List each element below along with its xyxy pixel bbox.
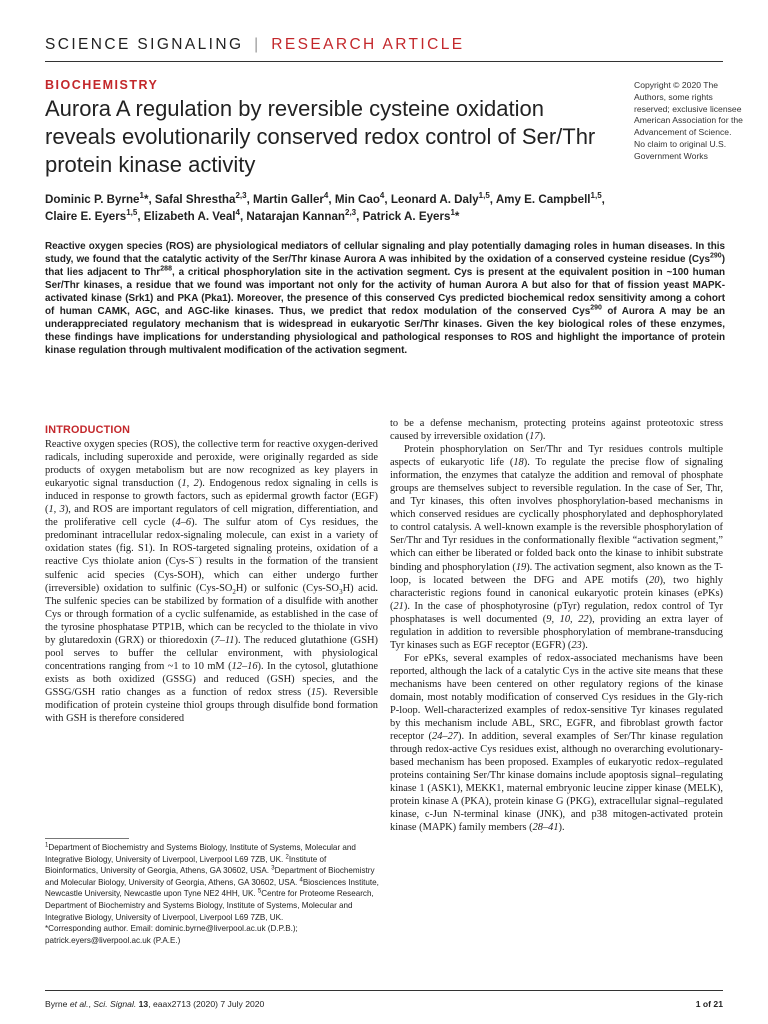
footer-sep: , (88, 999, 94, 1009)
body-text: Protein phosphorylation on Ser/Thr and Tyr residues controls multiple aspects of eukaryotic life ( (390, 444, 723, 469)
author (45, 210, 144, 223)
abstract-text: ) that lies adjacent to Thr (45, 254, 725, 279)
corresponding-author: *Corresponding author. Email: dominic.byrne@liverpool.ac.uk (D.P.B.); patrick.eyers@liverpool.ac.uk (P.A.E.) (45, 924, 298, 945)
citation: 7–11 (214, 634, 235, 646)
affiliation-text: Department of Biochemistry and Systems Biology, Institute of Systems, Molecular and Integrative Biology, University of Liverpool, Liverpool L69 7ZB, UK. (45, 843, 356, 864)
citation: 20 (649, 574, 660, 586)
author-separator: , (489, 193, 496, 206)
citation: 1, 2 (181, 478, 199, 490)
body-text: ). The sulfur atom of Cys residues, the predominant intracellular redox-signaling molecule, can exist in a variety of oxidation states (fig. S1). In ROS-targeted signaling proteins, oxidation of a reactive Cys thiolate anion (Cys-S (45, 517, 379, 568)
author (391, 193, 496, 206)
affiliation-number: 5 (257, 888, 262, 895)
author-separator: , (328, 193, 335, 206)
introduction-heading: INTRODUCTION (45, 424, 131, 436)
author-separator: , (148, 193, 155, 206)
header-separator: | (254, 36, 261, 53)
body-text: ). (558, 822, 565, 834)
author-separator: , (384, 193, 391, 206)
footer-citation (45, 999, 264, 1009)
affiliation-text: Centre for Proteome Research, Department of Biochemistry and Systems Biology, Institute of Systems, Molecular and Integrative Biology, University of Liverpool, Liverpool L69 7ZB, UK. (45, 889, 374, 922)
right-column (390, 417, 723, 835)
author-name: Dominic P. Byrne (45, 193, 140, 206)
author (246, 210, 362, 223)
page-number: 1 of 21 (695, 999, 723, 1009)
abstract-sup: 288 (160, 265, 172, 273)
author-separator: , (137, 210, 144, 223)
footer-date: , eaax2713 (2020) 7 July 2020 (148, 999, 265, 1009)
author-list (45, 191, 605, 225)
affiliation-text: Biosciences Institute, Newcastle University, Newcastle upon Tyne NE2 4HH, UK. (45, 877, 379, 899)
author (144, 210, 247, 223)
article-type: RESEARCH ARTICLE (271, 36, 465, 53)
citation: 15 (310, 686, 322, 698)
body-text: ) results in the formation of the transient sulfenic acid species (Cys-SOH), which can either undergo further (irreversible) oxidation to sulfinic (Cys-SO (45, 556, 378, 594)
body-text: ). The activation segment, also known as the T-loop, is located between the DFG and APE motifs ( (390, 561, 723, 586)
body-paragraph (390, 417, 723, 443)
citation: 19 (515, 561, 527, 573)
body-text: ). In the case of phosphotyrosine (pTyr) regulation, redox control of Tyr phosphatases is well documented ( (390, 600, 723, 625)
author-affiliation-number: 1,5 (590, 191, 602, 201)
section-label: BIOCHEMISTRY (45, 78, 159, 92)
author-name: Min Cao (334, 193, 380, 206)
author-affiliation-number: 2,3 (345, 208, 357, 218)
author-name: Natarajan Kannan (246, 210, 345, 223)
citation: 9, 10, 22 (546, 613, 589, 625)
body-text: ). In addition, several examples of Ser/Thr kinase regulation through redox-active Cys residues exist, although no overarching evolutionary-based mechanism has been proposed. Examples of eukaryotic redox–regulated proteins containing Ser/Thr kinase domains include apoptosis signal–regulating kinase 1 (ASK1), MEKK1, maternal embryonic leucine zipper kinase (MELK), protein kinase A (PKA), protein kinase G (PKG), extracellular signal–regulated kinase, c-Jun N-terminal kinase (JNK), and p38 mitogen-activated protein kinase (MAPK) family members ( (390, 731, 724, 834)
author-name: Martin Galler (253, 193, 324, 206)
citation: 1, 3 (48, 504, 65, 516)
author-affiliation-number: 1,5 (478, 191, 490, 201)
body-text: H) acid. The sulfenic species can be stabilized by formation of a disulfide with another Cys or through formation of a cyclic sulfenamide, as established in the case of the tyrosine phosphatase PTP1B, which can be recycled to the thiolate in vivo by glutaredoxin (GRX) or thioredoxin ( (45, 582, 378, 646)
body-paragraph (390, 443, 723, 652)
abstract-sup: 290 (590, 304, 602, 312)
author-name: Amy E. Campbell (495, 193, 591, 206)
abstract (45, 240, 725, 357)
body-text: Reactive oxygen species (ROS), the collective term for reactive oxygen-derived radicals, including superoxide and peroxide, were originally regarded as side products of oxygen metabolism but are now recognized as key players in eukaryotic signal transduction ( (45, 439, 378, 490)
superscript: − (194, 554, 199, 562)
abstract-text: Reactive oxygen species (ROS) are physiological mediators of cellular signaling and play potentially damaging roles in human diseases. In this study, we found that the catalytic activity of the Ser/Thr kinase Aurora A was inhibited by the oxidation of a conserved cysteine residue (Cys (45, 241, 725, 266)
footer-journal: Sci. Signal. (93, 999, 137, 1009)
body-text: ), and ROS are important regulators of cell migration, differentiation, and the proliferative cell cycle ( (45, 504, 378, 529)
subscript: 2 (232, 587, 236, 596)
abstract-sup: 290 (710, 252, 722, 260)
body-text: H) or sulfonic (Cys-SO (235, 582, 340, 594)
author-affiliation-number: 2,3 (235, 191, 247, 201)
author-separator: , (601, 193, 605, 206)
author-name: Patrick A. Eyers (362, 210, 451, 223)
affiliations (45, 842, 380, 946)
body-text: ), providing an extra layer of regulation in addition to reversible phosphorylation of membrane-transducing Tyr kinases such as EGF receptor (EGFR) ( (390, 613, 723, 651)
citation: 12–16 (231, 660, 258, 672)
footnote-rule (45, 838, 129, 839)
author-affiliation-number: 1,5 (126, 208, 138, 218)
citation: 21 (393, 600, 404, 612)
abstract-text: of Aurora A may be an underappreciated regulatory mechanism that is widespread in eukaryotic Ser/Thr kinases. Given the key biological roles of these enzymes, these findings have implications for understanding physiological and pathological responses to ROS and highlight the importance of protein kinase regulation through multivalent modification of the activation segment. (45, 306, 725, 357)
body-text: ). (539, 431, 546, 443)
affiliation-text: Department of Biochemistry and Molecular Biology, University of Georgia, Athens, GA 30602, USA. (45, 866, 375, 887)
footer-authors: Byrne (45, 999, 70, 1009)
footer-etal: et al. (69, 999, 89, 1009)
author (155, 193, 253, 206)
header-rule (45, 61, 723, 62)
author-name: Leonard A. Daly (390, 193, 479, 206)
body-text: ). Endogenous redox signaling in cells is induced in response to growth factors, such as epidermal growth factor (EGF) ( (45, 478, 379, 516)
affiliation-text: Institute of Bioinformatics, University of Georgia, Athens, GA 30602, USA. (45, 854, 327, 876)
subscript: 3 (339, 587, 343, 596)
affiliation-number: 4 (299, 877, 303, 884)
intro-paragraph (45, 438, 378, 725)
body-text: ). To regulate the precise flow of signaling information, the enzymes that catalyze the addition and removal of phosphate groups are themselves subject to reversible regulation. In the case of Ser, Thr, and Tyr kinases, this often involves phosphorylation-based mechanisms in which conserved residues are cyclically phosphorylated and dephosphorylated to control catalysis. A well-known example is the reversible phosphorylation of Ser/Thr and Tyr residues in the conformationally flexible “activation segment,” which can either be liberated or folded back onto the kinase to inhibit substrate binding and phosphorylation ( (390, 457, 723, 573)
author-affiliation-number: 4 (323, 191, 329, 201)
author-name: Elizabeth A. Veal (143, 210, 236, 223)
body-paragraph (390, 652, 723, 835)
journal-header (45, 36, 745, 54)
affiliation-number: 1 (45, 842, 49, 849)
body-text: For ePKs, several examples of redox-associated mechanisms have been reported, although the lack of a catalytic Cys in the active site means that these mechanisms have been centered on other regulatory regions of the kinase domain, most notably modification of conserved Cys residues in the Gly-rich P-loop. Well-characterized examples of redox-sensitive Tyr kinases regulated by this mechanism include ABL, SRC, EGFR, and fibroblast growth factor receptor ( (390, 652, 723, 743)
article-title: Aurora A regulation by reversible cysteine oxidation reveals evolutionarily conserved redox control of Ser/Thr protein kinase activity (45, 96, 596, 177)
abstract-text: , a critical phosphorylation site in the activation segment. Cys is present at the equivalent position in ~100 human Ser/Thr kinases, a residue that we found was important not only for the activity of human Aurora A but also for that of fission yeast MAPK-activated kinase (Srk1) and PKA (Pka1). Moreover, the presence of this conserved Cys predicted biochemical redox sensitivity among a cohort of human CAMK, AGC, and AGC-like kinases. Thus, we predict that redox modulation of the conserved Cys (45, 267, 725, 318)
copyright-notice: Copyright © 2020 The Authors, some rights reserved; exclusive licensee American Association for the Advancement of Science. No claim to original U.S. Government Works (634, 80, 743, 161)
affiliation-number: 3 (271, 865, 275, 872)
citation: 17 (529, 431, 540, 443)
author-affiliation-number: 4 (379, 191, 385, 201)
author-separator: , (246, 193, 254, 206)
corresponding-mark: * (454, 210, 460, 223)
footer-rule (45, 990, 723, 991)
author-name: Safal Shrestha (154, 193, 236, 206)
author (496, 193, 605, 206)
left-column (45, 424, 378, 725)
author (335, 193, 391, 206)
footer-volume: 13 (136, 999, 149, 1009)
body-text: ), two highly characteristic regions found in canonical eukaryotic protein kinases (ePKs) ( (390, 574, 723, 612)
body-text: ). The reduced glutathione (GSH) pool serves to buffer the cellular environment, with physiological concentrations ranging from ~1 to 10 mM ( (45, 634, 378, 672)
affiliation-number: 2 (285, 853, 289, 860)
author-affiliation-number: 1 (450, 208, 455, 218)
author-separator: , (239, 210, 247, 223)
citation: 28–41 (532, 822, 559, 834)
body-text: ). In the cytosol, glutathione exists as both oxidized (GSSG) and reduced (GSH) species, and the GSSG/GSH ratio changes as a function of redox stress ( (45, 660, 379, 698)
citation: 23 (571, 639, 582, 651)
author (253, 193, 335, 206)
body-text: ). (581, 639, 588, 651)
author (45, 193, 155, 206)
author-separator: , (356, 210, 363, 223)
citation: 24–27 (432, 731, 458, 743)
journal-name: SCIENCE SIGNALING (45, 36, 244, 53)
citation: 4–6 (175, 517, 192, 529)
body-text: ). Reversible modification of protein cysteine thiol groups through disulfide bond formation with GSH is therefore considered (45, 686, 378, 725)
author-affiliation-number: 4 (235, 208, 240, 218)
author-affiliation-number: 1 (139, 191, 144, 201)
author (363, 210, 460, 223)
author-name: Claire E. Eyers (45, 210, 127, 223)
citation: 18 (513, 457, 524, 469)
corresponding-mark: * (143, 193, 149, 206)
body-text: to be a defense mechanism, protecting proteins against proteotoxic stress caused by irreversible oxidation ( (390, 418, 723, 443)
